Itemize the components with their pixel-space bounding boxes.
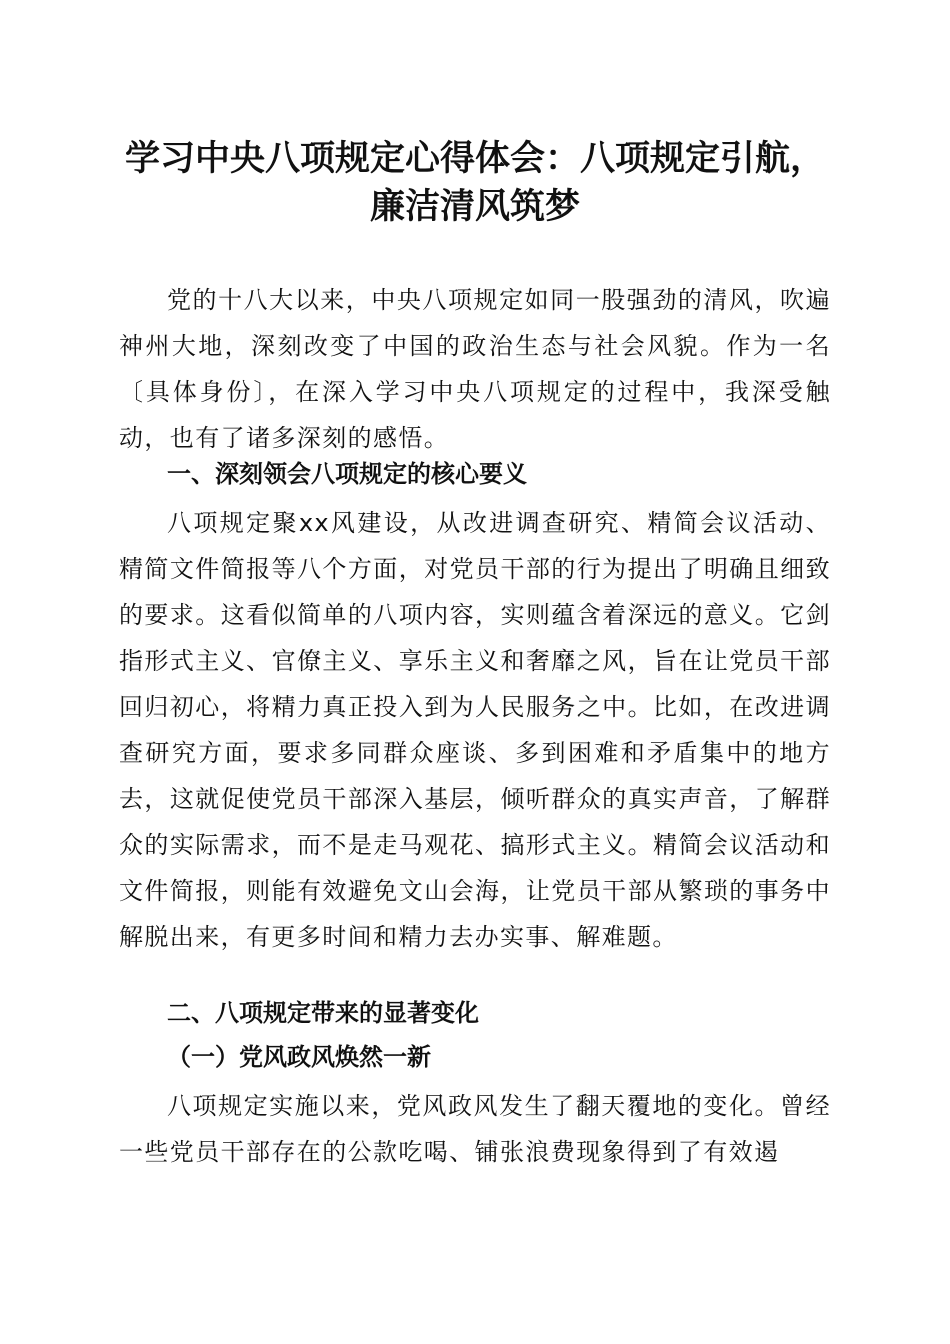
section-heading-2: 二、八项规定带来的显著变化	[167, 999, 479, 1027]
section-heading-1: 一、深刻领会八项规定的核心要义	[167, 460, 527, 488]
paragraph-intro: 党的十八大以来，中央八项规定如同一股强劲的清风，吹遍神州大地，深刻改变了中国的政治生态与社会风貌。作为一名〔具体身份〕，在深入学习中央八项规定的过程中，我深受触动，也有了诸多深刻的感悟。	[119, 286, 831, 452]
subsection-heading-1: （一）党风政风焕然一新	[167, 1042, 431, 1071]
document-title-line-1: 学习中央八项规定心得体会：八项规定引航，	[124, 138, 825, 179]
paragraph-changes: 八项规定实施以来，党风政风发生了翻天覆地的变化。曾经一些党员干部存在的公款吃喝、铺张浪费现象得到了有效遏	[119, 1092, 831, 1166]
paragraph-core-meaning: 八项规定聚xx风建设，从改进调查研究、精简会议活动、精简文件简报等八个方面，对党员干部的行为提出了明确且细致的要求。这看似简单的八项内容，实则蕴含着深远的意义。它剑指形式主义、官僚主义、享乐主义和奢靡之风，旨在让党员干部回归初心，将精力真正投入到为人民服务之中。比如，在改进调查研究方面，要求多同群众座谈、多到困难和矛盾集中的地方去，这就促使党员干部深入基层，倾听群众的真实声音，了解群众的实际需求，而不是走马观花、搞形式主义。精简会议活动和文件简报，则能有效避免文山会海，让党员干部从繁琐的事务中解脱出来，有更多时间和精力去办实事、解难题。	[119, 509, 831, 951]
document-title-line-2: 廉洁清风筑梦	[369, 186, 580, 227]
